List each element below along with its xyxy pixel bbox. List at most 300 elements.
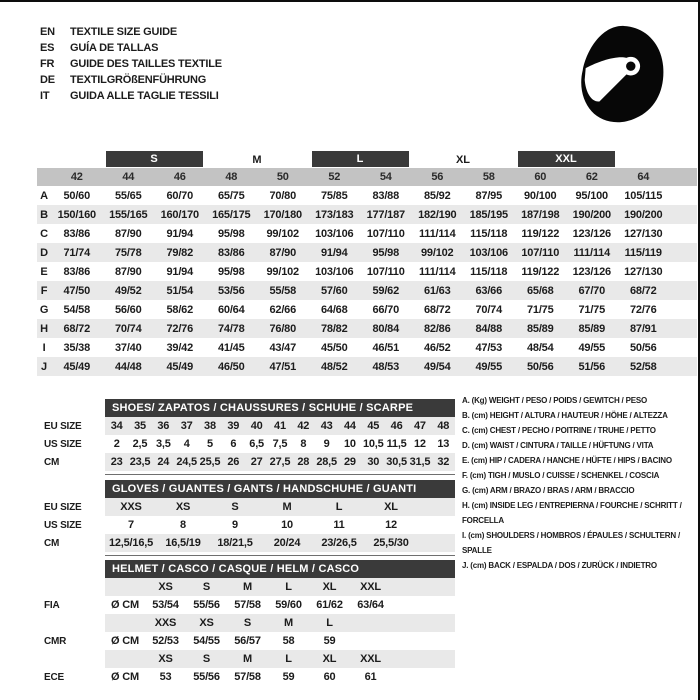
measure-cell: 74/78 bbox=[217, 322, 245, 335]
helmet-size-corner bbox=[105, 614, 145, 632]
shoes-value-cell: 11,5 bbox=[386, 438, 407, 450]
measure-cell: 47/50 bbox=[63, 284, 91, 297]
measure-cell: 60/70 bbox=[166, 189, 194, 202]
section-divider bbox=[105, 474, 455, 475]
measure-cell: 95/98 bbox=[372, 246, 400, 259]
legend-item: H. (cm) INSIDE LEG / ENTREPIERNA / FOURCHE / SCHRITT / FORCELLA bbox=[462, 501, 682, 525]
gloves-value-cell: 20/24 bbox=[273, 537, 301, 549]
measure-cell: 119/122 bbox=[521, 227, 560, 240]
gloves-value-cell: 23/26,5 bbox=[321, 537, 357, 549]
measure-row-f bbox=[37, 281, 697, 300]
measure-cell: 63/66 bbox=[475, 284, 503, 297]
helmet-unit-cell: Ø CM bbox=[111, 599, 139, 611]
helmet-value-row-fia bbox=[105, 596, 455, 614]
helmet-size-cell: XXL bbox=[360, 581, 381, 593]
measure-row-c bbox=[37, 224, 697, 243]
measure-cell: 48/54 bbox=[526, 341, 554, 354]
gloves-value-cell: XS bbox=[175, 501, 191, 513]
shoes-label-us-size: US SIZE bbox=[44, 438, 82, 450]
legend-item: C. (cm) CHEST / PECHO / POITRINE / TRUHE / PETTO bbox=[462, 426, 656, 435]
helmet-title-bar: HELMET / CASCO / CASQUE / HELM / CASCO bbox=[105, 560, 455, 578]
row-letter: H bbox=[40, 322, 48, 335]
measure-cell: 75/78 bbox=[114, 246, 142, 259]
helmet-value-cell: 63/64 bbox=[357, 599, 384, 611]
measure-cell: 61/63 bbox=[423, 284, 451, 297]
legend-item: J. (cm) BACK / ESPALDA / DOS / ZURÜCK / INDIETRO bbox=[462, 561, 657, 570]
gloves-value-cell: 8 bbox=[180, 519, 186, 531]
measure-cell: 185/195 bbox=[469, 208, 508, 221]
measure-cell: 49/55 bbox=[475, 360, 503, 373]
measure-cell: 170/180 bbox=[263, 208, 302, 221]
measure-cell: 83/86 bbox=[63, 265, 91, 278]
measure-cell: 82/86 bbox=[423, 322, 451, 335]
measure-cell: 49/52 bbox=[114, 284, 142, 297]
helmet-size-cell: XXL bbox=[360, 653, 381, 665]
helmet-size-cell: L bbox=[285, 653, 292, 665]
measure-cell: 62/66 bbox=[269, 303, 297, 316]
gloves-value-cell: 16,5/19 bbox=[165, 537, 201, 549]
language-title: TEXTILGRÖßENFÜHRUNG bbox=[70, 74, 207, 86]
helmet-value-cell: 53 bbox=[159, 671, 172, 683]
measure-cell: 59/62 bbox=[372, 284, 400, 297]
language-row bbox=[40, 24, 222, 40]
measure-cell: 103/106 bbox=[469, 246, 508, 259]
measure-cell: 99/102 bbox=[266, 227, 299, 240]
size-group-row bbox=[37, 151, 697, 168]
measure-cell: 35/38 bbox=[63, 341, 91, 354]
measure-cell: 103/106 bbox=[315, 265, 354, 278]
measure-cell: 46/51 bbox=[372, 341, 400, 354]
measure-cell: 111/114 bbox=[418, 227, 456, 240]
size-number-cell: 48 bbox=[225, 171, 238, 183]
shoes-value-cell: 44 bbox=[344, 420, 356, 432]
gloves-title-bar: GLOVES / GUANTES / GANTS / HANDSCHUHE / GUANTI bbox=[105, 480, 455, 498]
measure-cell: 49/54 bbox=[423, 360, 451, 373]
helmet-value-cell: 59/60 bbox=[275, 599, 302, 611]
row-letter: C bbox=[40, 227, 48, 240]
measure-row-a bbox=[37, 186, 697, 205]
helmet-size-row-cmr bbox=[105, 614, 455, 632]
measure-cell: 58/62 bbox=[166, 303, 194, 316]
measure-cell: 83/86 bbox=[63, 227, 91, 240]
measure-cell: 83/88 bbox=[372, 189, 400, 202]
language-code: DE bbox=[40, 74, 55, 86]
size-group-xxl: XXL bbox=[518, 151, 615, 167]
gloves-value-cell: 18/21,5 bbox=[217, 537, 253, 549]
gloves-value-cell: S bbox=[231, 501, 239, 513]
helmet-table bbox=[105, 560, 455, 686]
measure-cell: 87/90 bbox=[269, 246, 297, 259]
legend-item: G. (cm) ARM / BRAZO / BRAS / ARM / BRACCIO bbox=[462, 486, 635, 495]
measure-cell: 37/40 bbox=[114, 341, 142, 354]
helmet-value-cell: 54/55 bbox=[193, 635, 220, 647]
measure-cell: 72/76 bbox=[166, 322, 194, 335]
shoes-title-bar: SHOES/ ZAPATOS / CHAUSSURES / SCHUHE / SCARPE bbox=[105, 399, 455, 417]
helmet-size-cell: XS bbox=[158, 581, 173, 593]
measure-cell: 70/74 bbox=[475, 303, 503, 316]
measure-cell: 95/98 bbox=[217, 265, 245, 278]
measure-cell: 99/102 bbox=[421, 246, 454, 259]
measure-cell: 165/175 bbox=[212, 208, 251, 221]
measure-cell: 83/86 bbox=[217, 246, 245, 259]
shoes-value-cell: 29 bbox=[344, 456, 356, 468]
gloves-value-cell: 11 bbox=[333, 519, 345, 531]
measure-cell: 123/126 bbox=[572, 265, 611, 278]
measure-cell: 127/130 bbox=[624, 227, 663, 240]
size-number-cell: 44 bbox=[122, 171, 135, 183]
measure-cell: 39/42 bbox=[166, 341, 194, 354]
section-divider bbox=[105, 555, 455, 556]
gloves-value-cell: 12,5/16,5 bbox=[108, 537, 154, 549]
size-number-cell: 52 bbox=[328, 171, 341, 183]
shoes-table bbox=[105, 399, 455, 471]
measure-cell: 68/72 bbox=[423, 303, 451, 316]
measure-cell: 95/100 bbox=[575, 189, 608, 202]
shoes-value-cell: 31,5 bbox=[409, 456, 431, 468]
measure-cell: 48/53 bbox=[372, 360, 400, 373]
measure-cell: 187/198 bbox=[521, 208, 560, 221]
helmet-value-cell bbox=[350, 632, 391, 650]
gloves-value-cell: 10 bbox=[281, 519, 293, 531]
measure-cell: 65/68 bbox=[526, 284, 554, 297]
legend-item: E. (cm) HIP / CADERA / HANCHE / HÜFTE / HIPS / BACINO bbox=[462, 456, 672, 465]
measure-row-i bbox=[37, 338, 697, 357]
shoes-value-cell: 28,5 bbox=[316, 456, 337, 468]
shoes-row-labels bbox=[44, 417, 82, 471]
language-title: GUÍA DE TALLAS bbox=[70, 42, 159, 54]
helmet-size-cell: XXS bbox=[154, 617, 177, 629]
measure-cell: 55/58 bbox=[269, 284, 297, 297]
shoes-value-cell: 9 bbox=[323, 438, 330, 450]
helmet-rows bbox=[105, 578, 455, 686]
helmet-value-cell: 58 bbox=[282, 635, 295, 647]
row-letter: A bbox=[40, 189, 48, 202]
measure-cell: 52/58 bbox=[629, 360, 657, 373]
size-number-cell: 56 bbox=[431, 171, 444, 183]
shoes-value-cell: 23 bbox=[110, 456, 123, 468]
helmet-standard-ece: ECE bbox=[44, 671, 64, 683]
helmet-unit-cell: Ø CM bbox=[111, 635, 139, 647]
language-title: GUIDE DES TAILLES TEXTILE bbox=[70, 58, 222, 70]
measure-cell: 80/84 bbox=[372, 322, 400, 335]
language-title: TEXTILE SIZE GUIDE bbox=[70, 26, 178, 38]
shoes-label-cm: CM bbox=[44, 456, 60, 468]
measure-cell: 119/122 bbox=[521, 265, 560, 278]
helmet-size-corner bbox=[105, 650, 145, 668]
helmet-size-cell: M bbox=[243, 653, 252, 665]
helmet-size-row-fia bbox=[105, 578, 455, 596]
gloves-table bbox=[105, 480, 455, 552]
measure-cell: 70/74 bbox=[114, 322, 142, 335]
shoes-value-cell: 2,5 bbox=[132, 438, 148, 450]
shoes-value-cell: 36 bbox=[157, 420, 170, 432]
measure-cell: 79/82 bbox=[166, 246, 194, 259]
shoes-value-cell: 4 bbox=[183, 438, 190, 450]
measure-cell: 46/50 bbox=[217, 360, 245, 373]
measure-cell: 75/85 bbox=[320, 189, 348, 202]
helmet-value-cell: 59 bbox=[282, 671, 295, 683]
measure-cell: 47/51 bbox=[269, 360, 297, 373]
measure-cell: 67/70 bbox=[578, 284, 606, 297]
helmet-value-cell: 56/57 bbox=[234, 635, 261, 647]
shoes-value-cell: 24,5 bbox=[176, 456, 197, 468]
measure-cell: 91/94 bbox=[320, 246, 348, 259]
helmet-size-cell: XL bbox=[322, 653, 337, 665]
shoes-value-cell: 27,5 bbox=[269, 456, 291, 468]
gloves-value-cell: M bbox=[282, 501, 292, 513]
racing-helmet-glyph bbox=[574, 24, 666, 124]
measure-cell: 64/68 bbox=[320, 303, 348, 316]
size-number-cell: 54 bbox=[379, 171, 392, 183]
shoes-value-cell: 28 bbox=[297, 456, 310, 468]
size-number-cell: 58 bbox=[482, 171, 495, 183]
legend-item: B. (cm) HEIGHT / ALTURA / HAUTEUR / HÖHE / ALTEZZA bbox=[462, 411, 668, 420]
racing-helmet-icon bbox=[574, 24, 666, 124]
row-letter: D bbox=[40, 246, 48, 259]
shoes-value-cell: 2 bbox=[113, 438, 120, 450]
shoes-value-cell: 23,5 bbox=[129, 456, 151, 468]
language-row bbox=[40, 88, 222, 104]
measure-cell: 51/56 bbox=[578, 360, 606, 373]
measure-cell: 182/190 bbox=[418, 208, 457, 221]
row-letter: G bbox=[39, 303, 49, 316]
size-number-cell: 50 bbox=[276, 171, 289, 183]
measure-cell: 91/94 bbox=[166, 227, 194, 240]
measure-cell: 45/50 bbox=[320, 341, 348, 354]
measure-cell: 107/110 bbox=[521, 246, 560, 259]
measure-cell: 46/52 bbox=[423, 341, 451, 354]
measure-cell: 85/92 bbox=[423, 189, 451, 202]
shoes-value-cell: 45 bbox=[367, 420, 380, 432]
measure-row-j bbox=[37, 357, 697, 376]
row-letter: F bbox=[40, 284, 48, 297]
size-number-cell: 62 bbox=[585, 171, 598, 183]
measure-cell: 70/80 bbox=[269, 189, 297, 202]
measure-cell: 111/114 bbox=[573, 246, 611, 259]
language-row bbox=[40, 56, 222, 72]
language-row bbox=[40, 72, 222, 88]
measure-cell: 71/75 bbox=[526, 303, 554, 316]
measure-cell: 95/98 bbox=[217, 227, 245, 240]
measure-cell: 173/183 bbox=[315, 208, 354, 221]
measure-cell: 190/200 bbox=[624, 208, 663, 221]
language-row bbox=[40, 40, 222, 56]
measure-cell: 107/110 bbox=[366, 265, 405, 278]
shoes-value-cell: 7,5 bbox=[272, 438, 288, 450]
measure-cell: 123/126 bbox=[572, 227, 611, 240]
measure-cell: 56/60 bbox=[114, 303, 142, 316]
measure-cell: 115/119 bbox=[624, 246, 662, 259]
helmet-value-cell: 55/56 bbox=[193, 599, 220, 611]
gloves-row-eu-size bbox=[105, 498, 455, 516]
shoes-value-cell: 38 bbox=[204, 420, 216, 432]
shoes-value-cell: 46 bbox=[390, 420, 403, 432]
helmet-size-cell: XS bbox=[158, 653, 173, 665]
helmet-size-cell: L bbox=[285, 581, 292, 593]
shoes-value-cell: 34 bbox=[110, 420, 123, 432]
helmet-value-row-cmr bbox=[105, 632, 455, 650]
measure-cell: 71/74 bbox=[63, 246, 91, 259]
legend-item: F. (cm) TIGH / MUSLO / CUISSE / SCHENKEL / COSCIA bbox=[462, 471, 660, 480]
shoes-value-cell: 10,5 bbox=[362, 438, 384, 450]
measure-cell: 78/82 bbox=[320, 322, 348, 335]
language-title: GUIDA ALLE TAGLIE TESSILI bbox=[70, 90, 219, 102]
measure-cell: 50/56 bbox=[526, 360, 554, 373]
measure-cell: 87/90 bbox=[114, 227, 142, 240]
shoes-value-cell: 40 bbox=[250, 420, 263, 432]
size-group-l: L bbox=[312, 151, 409, 167]
measure-cell: 43/47 bbox=[269, 341, 297, 354]
size-number-cell: 46 bbox=[173, 171, 186, 183]
measure-cell: 115/118 bbox=[470, 227, 508, 240]
gloves-value-cell: 7 bbox=[128, 519, 134, 531]
shoes-value-cell: 24 bbox=[157, 456, 170, 468]
measure-cell: 53/56 bbox=[217, 284, 245, 297]
gloves-value-cell: 25,5/30 bbox=[373, 537, 409, 549]
measure-cell: 90/100 bbox=[524, 189, 557, 202]
measure-cell: 44/48 bbox=[114, 360, 142, 373]
helmet-value-cell: 59 bbox=[323, 635, 336, 647]
measure-cell: 49/55 bbox=[578, 341, 606, 354]
measurement-legend bbox=[462, 393, 698, 573]
shoes-value-cell: 13 bbox=[437, 438, 450, 450]
measure-row-g bbox=[37, 300, 697, 319]
size-group-xl: XL bbox=[455, 153, 471, 166]
shoes-value-cell: 32 bbox=[437, 456, 450, 468]
measure-row-d bbox=[37, 243, 697, 262]
gloves-rows bbox=[105, 498, 455, 552]
shoes-value-cell: 41 bbox=[274, 420, 286, 432]
measure-cell: 71/75 bbox=[578, 303, 606, 316]
shoes-value-cell: 27 bbox=[250, 456, 263, 468]
measure-cell: 87/90 bbox=[114, 265, 142, 278]
measure-cell: 85/89 bbox=[526, 322, 554, 335]
corner-cell bbox=[37, 168, 51, 186]
shoes-value-cell: 39 bbox=[227, 420, 240, 432]
measure-cell: 107/110 bbox=[366, 227, 405, 240]
gloves-value-cell: L bbox=[335, 501, 343, 513]
measure-cell: 84/88 bbox=[475, 322, 503, 335]
measure-cell: 66/70 bbox=[372, 303, 400, 316]
shoes-value-cell: 48 bbox=[437, 420, 450, 432]
measure-cell: 99/102 bbox=[266, 265, 299, 278]
gloves-value-cell: XXS bbox=[120, 501, 142, 513]
shoes-value-cell: 30,5 bbox=[386, 456, 407, 468]
measure-cell: 47/53 bbox=[475, 341, 503, 354]
gloves-value-cell: 9 bbox=[232, 519, 238, 531]
shoes-value-cell: 10 bbox=[344, 438, 356, 450]
shoes-value-cell: 30 bbox=[367, 456, 380, 468]
shoes-value-cell: 37 bbox=[180, 420, 193, 432]
helmet-size-cell: XL bbox=[322, 581, 337, 593]
measure-cell: 50/56 bbox=[629, 341, 657, 354]
helmet-value-cell: 57/58 bbox=[234, 671, 261, 683]
measure-row-b bbox=[37, 205, 697, 224]
language-code: ES bbox=[40, 42, 55, 54]
shoes-value-cell: 47 bbox=[414, 420, 426, 432]
measure-cell: 160/170 bbox=[160, 208, 199, 221]
shoes-rows bbox=[105, 417, 455, 471]
gloves-label-eu-size: EU SIZE bbox=[44, 501, 82, 513]
shoes-value-cell: 6,5 bbox=[249, 438, 264, 450]
helmet-size-cell: M bbox=[284, 617, 293, 629]
row-letter: J bbox=[41, 360, 47, 373]
size-number-cell: 64 bbox=[637, 171, 650, 183]
helmet-value-row-ece bbox=[105, 668, 455, 686]
shoes-value-cell: 35 bbox=[134, 420, 146, 432]
shoes-value-cell: 26 bbox=[227, 456, 240, 468]
legend-item: A. (Kg) WEIGHT / PESO / POIDS / GEWITCH / PESO bbox=[462, 396, 648, 405]
measure-cell: 68/72 bbox=[629, 284, 657, 297]
measure-cell: 45/49 bbox=[166, 360, 194, 373]
helmet-value-cell: 61 bbox=[364, 671, 377, 683]
helmet-value-cell: 61/62 bbox=[316, 599, 343, 611]
garment-size-table bbox=[37, 151, 697, 376]
size-group-m: M bbox=[252, 153, 262, 166]
size-number-row bbox=[37, 168, 697, 186]
gloves-label-cm: CM bbox=[44, 537, 60, 549]
helmet-size-cell: XS bbox=[199, 617, 214, 629]
shoes-value-cell: 43 bbox=[320, 420, 333, 432]
helmet-unit-cell: Ø CM bbox=[111, 671, 139, 683]
shoes-row-cm bbox=[105, 453, 455, 471]
helmet-size-cell: S bbox=[243, 617, 252, 629]
helmet-size-cell bbox=[350, 614, 391, 632]
measure-cell: 87/95 bbox=[475, 189, 503, 202]
shoes-row-eu-size bbox=[105, 417, 455, 435]
measure-cell: 103/106 bbox=[315, 227, 354, 240]
shoes-value-cell: 12 bbox=[414, 438, 426, 450]
measure-cell: 177/187 bbox=[366, 208, 405, 221]
helmet-value-cell: 55/56 bbox=[193, 671, 220, 683]
measure-cell: 105/115 bbox=[624, 189, 663, 202]
size-number-cell: 42 bbox=[70, 171, 83, 183]
helmet-size-cell: S bbox=[202, 581, 211, 593]
size-group-s: S bbox=[106, 151, 203, 167]
measure-row-e bbox=[37, 262, 697, 281]
legend-item: D. (cm) WAIST / CINTURA / TAILLE / HÜFTUNG / VITA bbox=[462, 441, 654, 450]
measure-cell: 41/45 bbox=[217, 341, 245, 354]
shoes-value-cell: 3,5 bbox=[155, 438, 171, 450]
helmet-value-cell: 57/58 bbox=[234, 599, 261, 611]
shoes-label-eu-size: EU SIZE bbox=[44, 420, 82, 432]
measure-cell: 150/160 bbox=[57, 208, 96, 221]
gloves-value-cell: XL bbox=[384, 501, 398, 513]
measure-cell: 65/75 bbox=[217, 189, 245, 202]
measure-cell: 76/80 bbox=[269, 322, 297, 335]
measure-cell: 87/91 bbox=[629, 322, 657, 335]
measure-cell: 60/64 bbox=[217, 303, 245, 316]
measure-cell: 127/130 bbox=[624, 265, 663, 278]
measure-cell: 68/72 bbox=[63, 322, 91, 335]
measure-cell: 55/65 bbox=[114, 189, 142, 202]
helmet-size-cell: S bbox=[202, 653, 211, 665]
shoes-value-cell: 5 bbox=[207, 438, 213, 450]
helmet-value-cell: 60 bbox=[323, 671, 336, 683]
helmet-size-cell: L bbox=[326, 617, 333, 629]
gloves-value-cell: 12 bbox=[385, 519, 397, 531]
measure-cell: 51/54 bbox=[166, 284, 194, 297]
measure-cell: 72/76 bbox=[629, 303, 657, 316]
shoes-value-cell: 8 bbox=[300, 438, 307, 450]
legend-item: I. (cm) SHOULDERS / HOMBROS / ÉPAULES / SCHULTERN / SPALLE bbox=[462, 531, 680, 555]
size-number-cell: 60 bbox=[534, 171, 547, 183]
gloves-row-us-size bbox=[105, 516, 455, 534]
language-title-list bbox=[40, 24, 222, 104]
measure-cell: 54/58 bbox=[63, 303, 91, 316]
helmet-value-cell: 53/54 bbox=[152, 599, 179, 611]
shoes-row-us-size bbox=[105, 435, 455, 453]
